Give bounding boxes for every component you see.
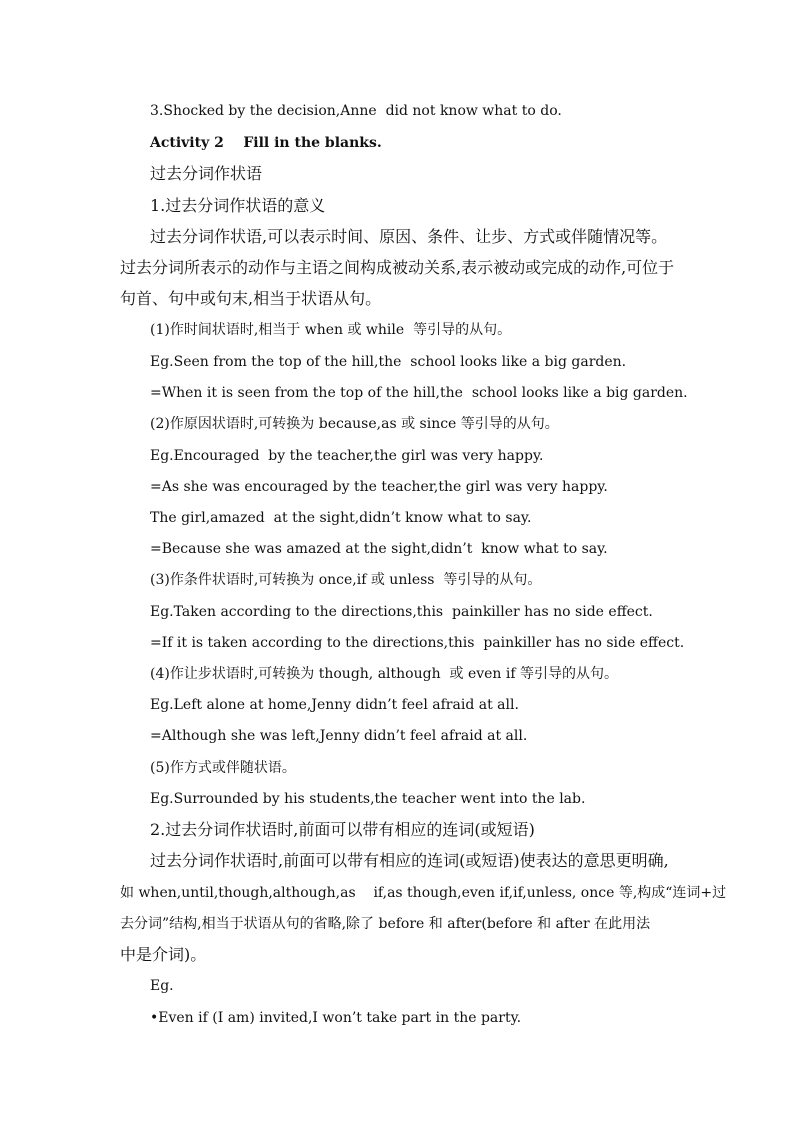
example-sentence: Eg.Surrounded by his students,the teacher went into the lab.: [150, 791, 586, 807]
subsection-title: 2.过去分词作状语时,前面可以带有相应的连词(或短语): [150, 820, 535, 839]
example-sentence: =If it is taken according to the directions,this painkiller has no side effect.: [150, 635, 685, 651]
example-sentence: The girl,amazed at the sight,didn’t know what to say.: [150, 510, 532, 526]
example-sentence: =When it is seen from the top of the hill,the school looks like a big garden.: [150, 385, 688, 401]
example-sentence: Eg.Encouraged by the teacher,the girl was very happy.: [150, 448, 544, 464]
paragraph-line: 过去分词作状语时,前面可以带有相应的连词(或短语)使表达的意思更明确,: [150, 851, 669, 870]
activity-heading: Activity 2 Fill in the blanks.: [150, 135, 382, 151]
example-sentence: =Although she was left,Jenny didn’t feel afraid at all.: [150, 728, 528, 744]
section-title: 过去分词作状语: [150, 164, 263, 183]
paragraph-line: 如 when,until,though,although,as if,as though,even if,if,unless, once 等,构成“连词+过: [120, 885, 727, 901]
rule-item: (4)作让步状语时,可转换为 though, although 或 even if 等引导的从句。: [150, 666, 618, 682]
rule-item: (2)作原因状语时,可转换为 because,as 或 since 等引导的从句。: [150, 416, 559, 432]
example-sentence: 3.Shocked by the decision,Anne did not know what to do.: [150, 103, 562, 119]
rule-item: (3)作条件状语时,可转换为 once,if 或 unless 等引导的从句。: [150, 572, 542, 588]
example-sentence: Eg.Seen from the top of the hill,the school looks like a big garden.: [150, 354, 627, 370]
rule-item: (5)作方式或伴随状语。: [150, 760, 296, 776]
example-sentence: =As she was encouraged by the teacher,the girl was very happy.: [150, 479, 608, 495]
paragraph-line: 过去分词所表示的动作与主语之间构成被动关系,表示被动或完成的动作,可位于: [120, 258, 675, 277]
paragraph-line: 中是介词)。: [120, 945, 207, 964]
example-sentence: •Even if (I am) invited,I won’t take part in the party.: [150, 1010, 522, 1026]
example-sentence: Eg.Taken according to the directions,this painkiller has no side effect.: [150, 604, 653, 620]
paragraph-line: 句首、句中或句末,相当于状语从句。: [120, 289, 382, 308]
subsection-title: 1.过去分词作状语的意义: [150, 196, 326, 215]
example-sentence: =Because she was amazed at the sight,didn’t know what to say.: [150, 541, 608, 557]
paragraph-line: 过去分词作状语,可以表示时间、原因、条件、让步、方式或伴随情况等。: [150, 227, 668, 246]
rule-item: (1)作时间状语时,相当于 when 或 while 等引导的从句。: [150, 322, 512, 338]
paragraph-line: 去分词”结构,相当于状语从句的省略,除了 before 和 after(before 和 after 在此用法: [120, 916, 651, 932]
example-sentence: Eg.Left alone at home,Jenny didn’t feel afraid at all.: [150, 697, 519, 713]
example-label: Eg.: [150, 978, 174, 994]
